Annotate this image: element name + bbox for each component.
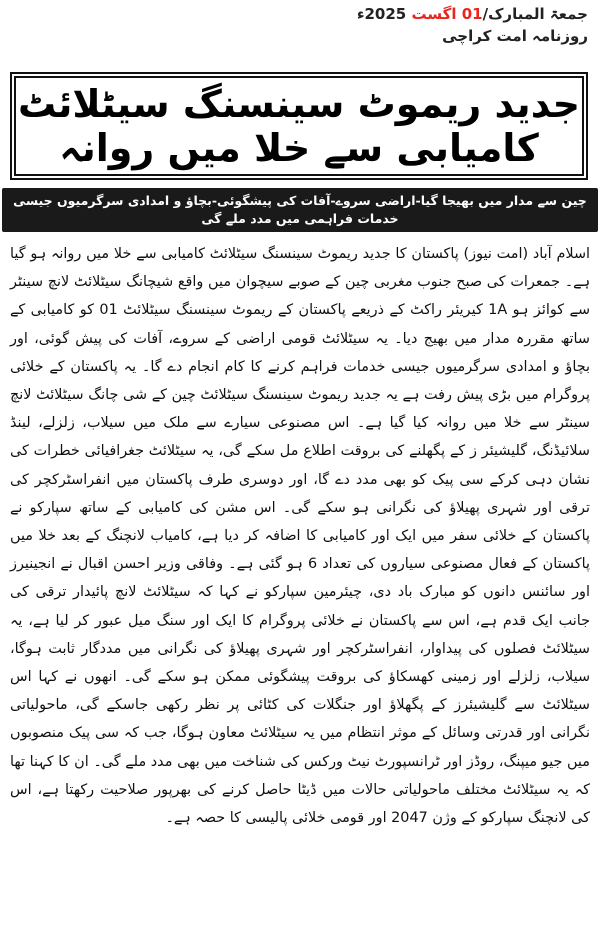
weekday: جمعۃ المبارک/: [482, 5, 588, 23]
headline-box: [10, 72, 588, 180]
subheadline: چین سے مدار میں بھیجا گیا-اراضی سروے-آفات کی پیشگوئی-بچاؤ و امدادی سرگرمیوں جیسی خدمات فراہمی میں مدد ملے گی: [13, 193, 587, 226]
subheadline-bar: [2, 188, 598, 232]
issue-date: [288, 4, 588, 24]
headline: جدید ریموٹ سینسنگ سیٹلائٹ کامیابی سے خلا میں روانہ: [17, 82, 581, 170]
newspaper-name: روزنامہ امت کراچی: [442, 27, 588, 45]
article-text: اسلام آباد (امت نیوز) پاکستان کا جدید ریموٹ سینسنگ سیٹلائٹ کامیابی سے خلا میں روانہ ہو گیا ہے۔ جمعرات کی صبح جنوب مغربی چین کے صوبے سیچوان میں واقع شیچانگ سیٹلائٹ لانچ سینٹر سے کوائز ہو 1A کیریئر راکٹ کے ذریعے پاکستان کے ریموٹ سینسنگ سیٹلائٹ 01 کو کامیابی کے ساتھ مقررہ مدار میں بھیج دیا۔ یہ سیٹلائٹ قومی اراضی کے سروے، آفات کی پیش گوئی، اور بچاؤ و امدادی سرگرمیوں جیسی خدمات فراہم کرنے کا کام انجام دے گا۔ یہ پاکستان کے خلائی پروگرام میں بڑی پیش رفت ہے یہ جدید ریموٹ سینسنگ سیٹلائٹ چین کے شی چانگ سیٹلائٹ لانچ سینٹر سے خلا میں روانہ کیا گیا ہے۔ اس مصنوعی سیارے سے ملک میں سیلاب، زلزلے، لینڈ سلائیڈنگ، گلیشیئر ز کے پگھلنے کی بروقت اطلاع مل سکے گی، یہ سیٹلائٹ جغرافیائی خطرات کی نشان دہی کرکے سی پیک کو بھی مدد دے گا، اور دوسری طرف پاکستان میں انفراسٹرکچر کی ترقی اور شہری پھیلاؤ کی نگرانی ہو سکے گی۔ اس مشن کی کامیابی کے ساتھ سپارکو نے پاکستان کے خلائی سفر میں ایک اور کامیابی کا اضافہ کر دیا ہے، کامیاب لانچنگ کے بعد خلا میں پاکستان کے فعال مصنوعی سیاروں کی تعداد 6 ہو گئی ہے۔ وفاقی وزیر احسن اقبال نے انجینیرز اور سائنس دانوں کو مبارک باد دی، چیئرمین سپارکو نے کہا کہ سیٹلائٹ لانچ پائیدار ترقی کی جانب ایک قدم ہے، اس سے پاکستان نے خلائی پروگرام کا ایک اور سنگ میل عبور کر لیا ہے، یہ سیٹلائٹ فصلوں کی پیداوار، انفراسٹرکچر اور شہری پھیلاؤ کی نگرانی میں مددگار ثابت ہوگا، سیلاب، زلزلے اور زمینی کھسکاؤ کی بروقت پیشگوئی ممکن ہو سکے گی۔ انھوں نے کہا اس سیٹلائٹ سے گلیشیئرز کے پگھلاؤ اور جنگلات کی کٹائی پر نظر رکھی جاسکے گی، ماحولیاتی نگرانی اور قدرتی وسائل کے موثر انتظام میں یہ سیٹلائٹ معاون ہوگا، جب کہ سی پیک منصوبوں میں جیو میپنگ، روڈز اور ٹرانسپورٹ نیٹ ورکس کی شناخت میں بھی مدد ملے گی۔ ان کا کہنا تھا کہ یہ سیٹلائٹ مختلف ماحولیاتی حالات میں ڈیٹا حاصل کرنے کی بھرپور صلاحیت رکھتا ہے، اس کی لانچنگ سپارکو کے وژن 2047 اور قومی خلائی پالیسی کا حصہ ہے۔: [10, 246, 590, 827]
day-number: 01: [461, 5, 483, 23]
article-body: [10, 240, 590, 832]
dateline: [288, 4, 588, 46]
month: اگست: [411, 5, 457, 23]
year: 2025ء: [356, 5, 407, 23]
